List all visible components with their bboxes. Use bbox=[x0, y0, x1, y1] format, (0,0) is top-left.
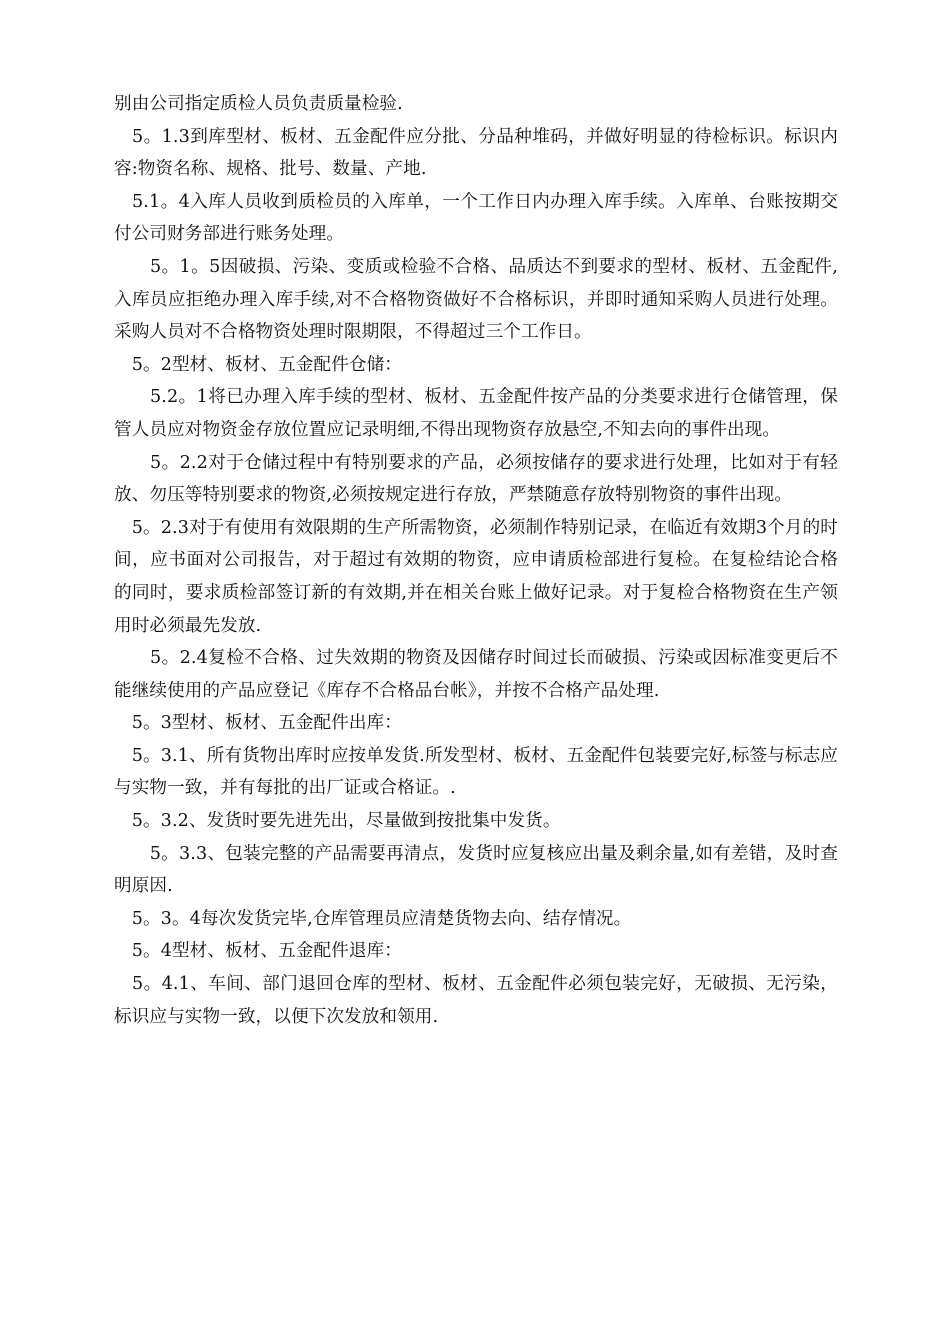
paragraph-12: 5。3.2、发货时要先进先出，尽量做到按批集中发货。 bbox=[114, 811, 561, 832]
section-heading-5-4: 5。4型材、板材、五金配件退库： bbox=[114, 941, 402, 962]
section-heading-5-3: 5。3型材、板材、五金配件出库： bbox=[114, 713, 402, 734]
paragraph-11: 5。3.1、所有货物出库时应按单发货.所发型材、板材、五金配件包装要完好,标签与标志应与实物一致，并有每批的出厂证或合格证。. bbox=[114, 745, 838, 799]
paragraph-6: 5.2。1将已办理入库手续的型材、板材、五金配件按产品的分类要求进行仓储管理，保管人员应对物资金存放位置应记录明细,不得出现物资存放悬空,不知去向的事件出现。 bbox=[114, 387, 838, 440]
paragraph-13: 5。3.3、包装完整的产品需要再清点，发货时应复核应出量及剩余量,如有差错，及时查明原因. bbox=[114, 843, 838, 897]
paragraph-16: 5。4.1、车间、部门退回仓库的型材、板材、五金配件必须包装完好，无破损、无污染，标识应与实物一致，以便下次发放和领用. bbox=[114, 974, 838, 1027]
paragraph-1: 别由公司指定质检人员负责质量检验. bbox=[114, 94, 403, 114]
paragraph-4: 5。1。5因破损、污染、变质或检验不合格、品质达不到要求的型材、板材、五金配件,入库员应拒绝办理入库手续,对不合格物资做好不合格标识，并即时通知采购人员进行处理。采购人员对不合格物资处理时限期限，不得超过三个工作日。 bbox=[114, 256, 838, 343]
section-heading-5-2: 5。2型材、板材、五金配件仓储： bbox=[114, 354, 402, 375]
paragraph-3: 5.1。4入库人员收到质检员的入库单，一个工作日内办理入库手续。入库单、台账按期交付公司财务部进行账务处理。 bbox=[114, 191, 838, 245]
paragraph-7: 5。2.2对于仓储过程中有特别要求的产品，必须按储存的要求进行处理，比如对于有轻放、勿压等特别要求的物资,必须按规定进行存放，严禁随意存放特别物资的事件出现。 bbox=[114, 452, 838, 506]
paragraph-14: 5。3。4每次发货完毕,仓库管理员应清楚货物去向、结存情况。 bbox=[114, 908, 632, 929]
paragraph-9: 5。2.4复检不合格、过失效期的物资及因储存时间过长而破损、污染或因标准变更后不能继续使用的产品应登记《库存不合格品台帐》，并按不合格产品处理. bbox=[114, 648, 838, 701]
paragraph-8: 5。2.3对于有使用有效限期的生产所需物资，必须制作特别记录，在临近有效期3个月的时间，应书面对公司报告，对于超过有效期的物资，应申请质检部进行复检。在复检结论合格的同时，要求质检部签订新的有效期,并在相关台账上做好记录。对于复检合格物资在生产领用时必须最先发放. bbox=[114, 517, 838, 636]
document-body bbox=[114, 88, 838, 1033]
paragraph-2: 5。1.3到库型材、板材、五金配件应分批、分品种堆码，并做好明显的待检标识。标识内容:物资名称、规格、批号、数量、产地. bbox=[114, 126, 838, 180]
